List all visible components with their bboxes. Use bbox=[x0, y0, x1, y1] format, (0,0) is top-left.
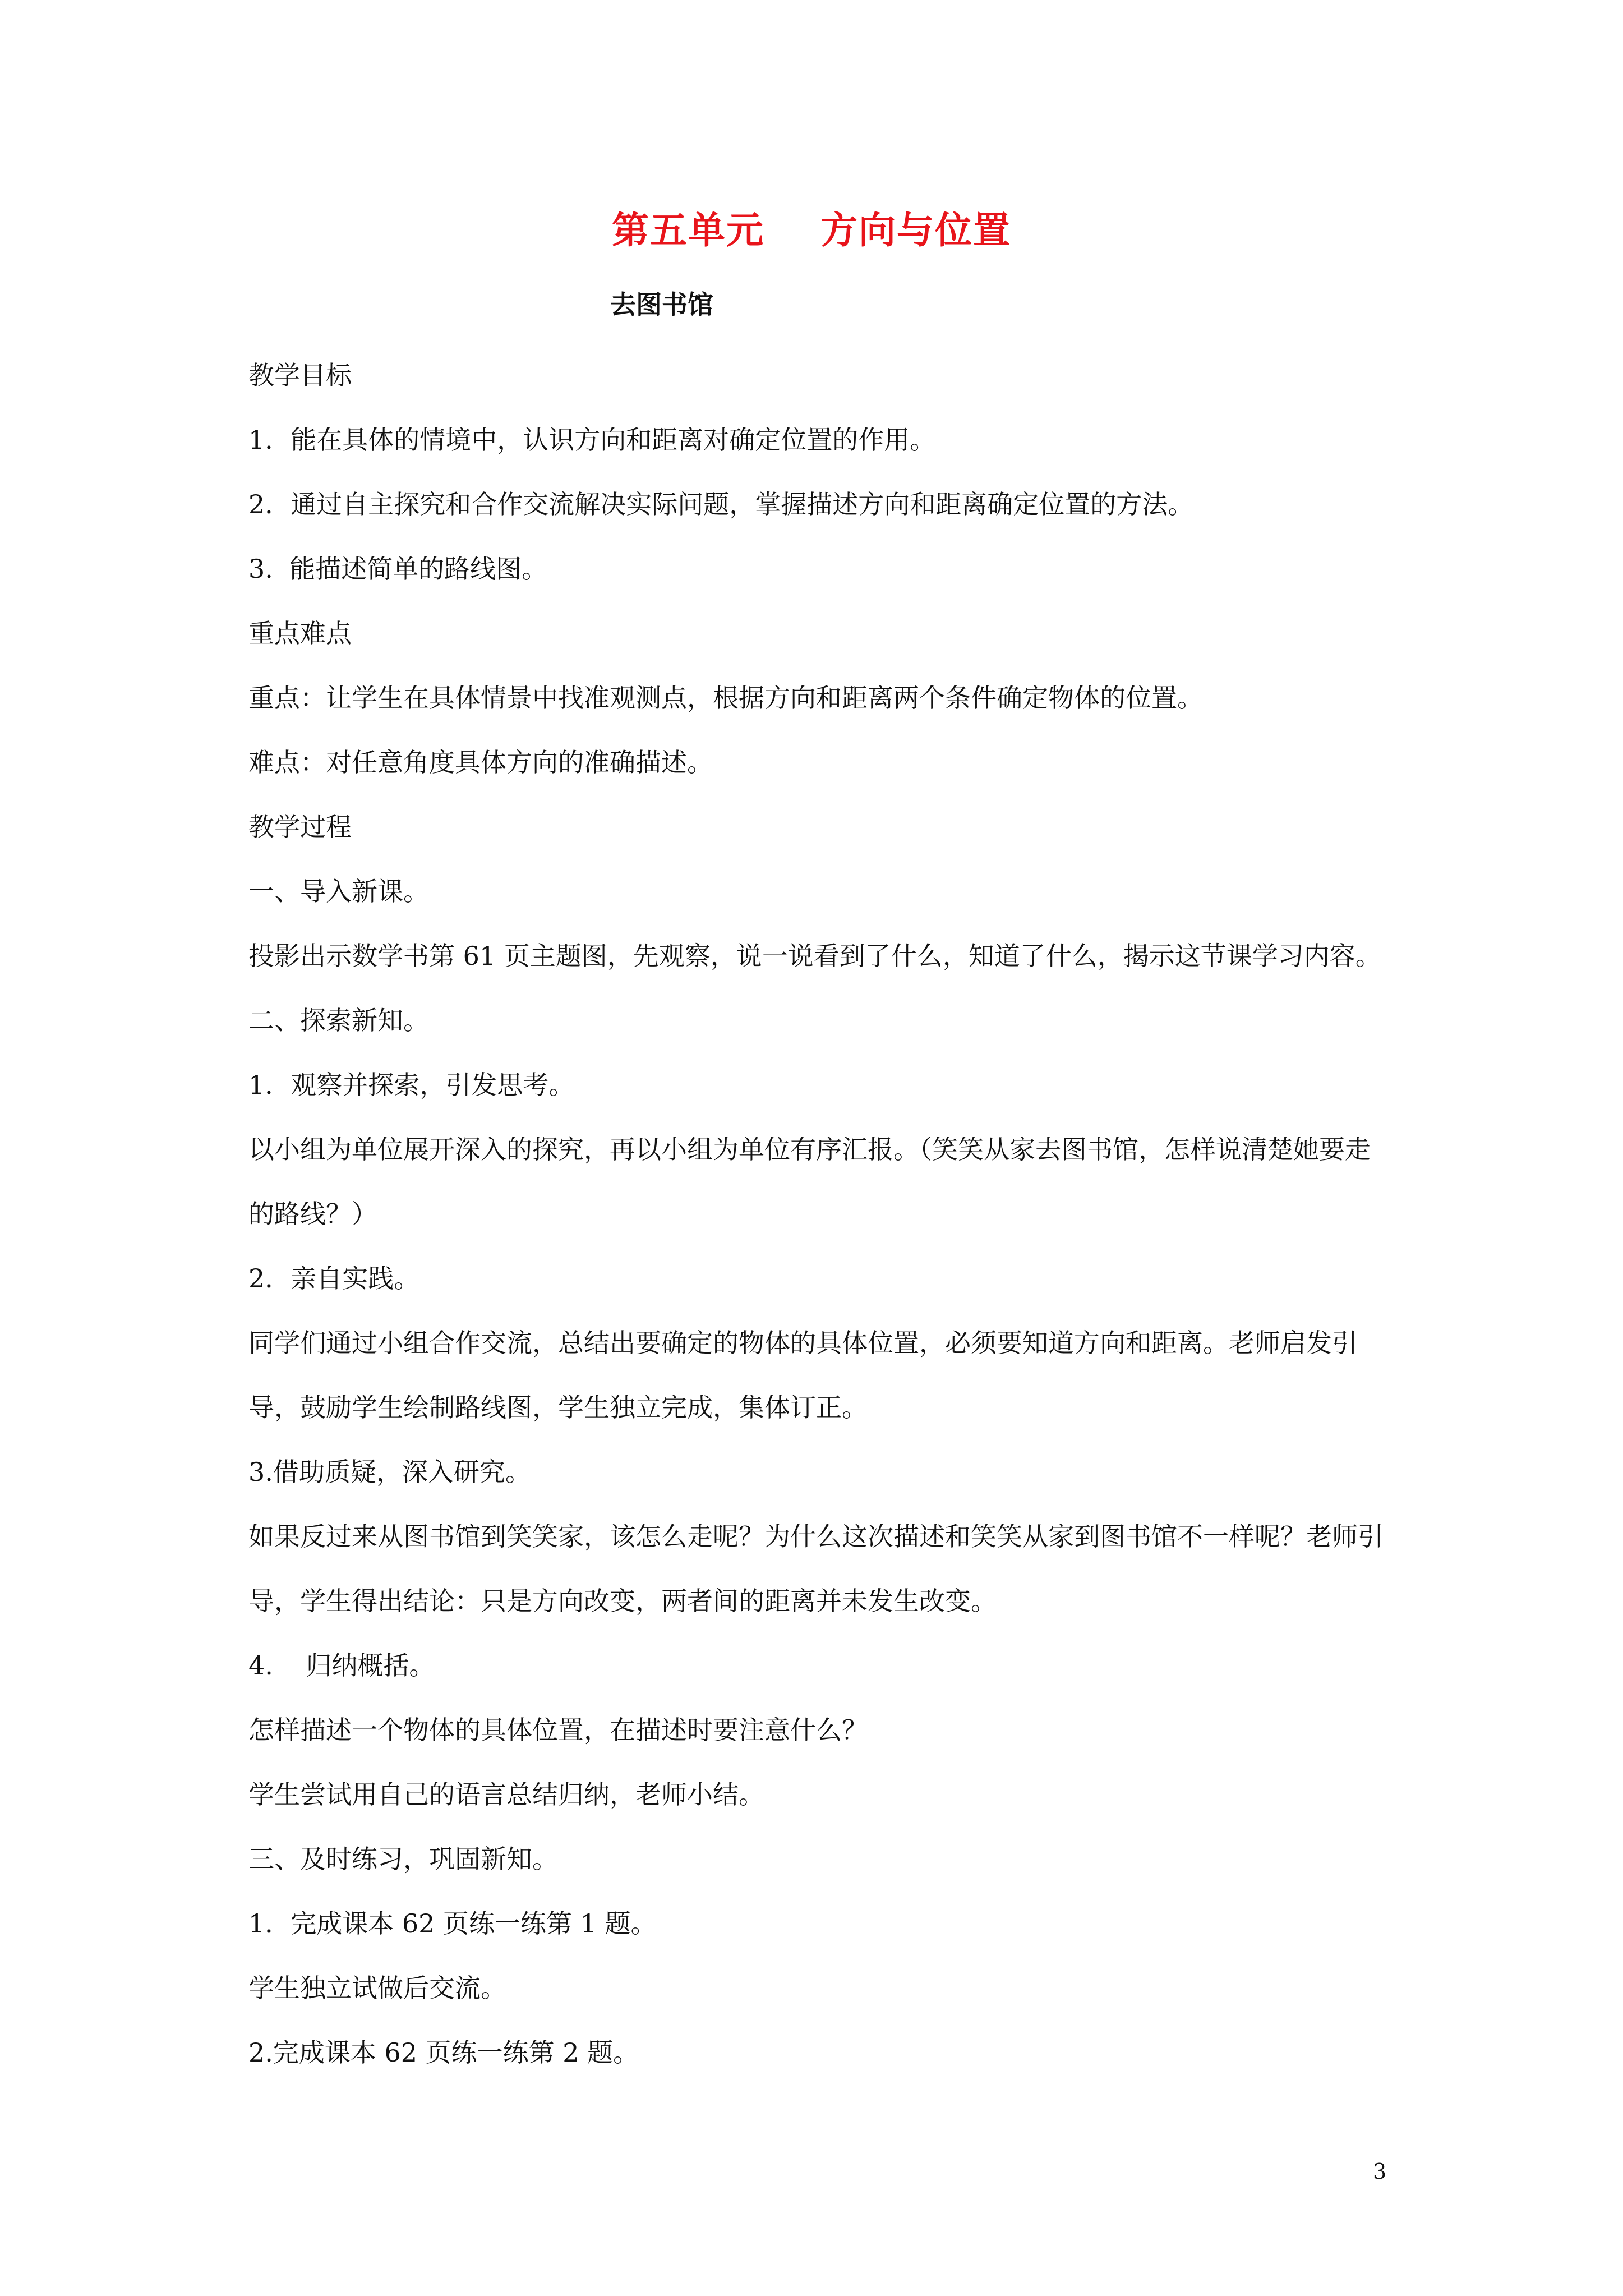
paragraph-explore-4b: 学生尝试用自己的语言总结归纳，老师小结。 bbox=[248, 1779, 764, 1810]
section-heading-goals: 教学目标 bbox=[248, 360, 352, 390]
practice-item-1: 1．完成课本 62 页练一练第 1 题。 bbox=[248, 1908, 657, 1939]
step-heading-practice: 三、及时练习，巩固新知。 bbox=[248, 1844, 558, 1874]
lesson-subtitle: 去图书馆 bbox=[610, 289, 713, 320]
step-heading-explore: 二、探索新知。 bbox=[248, 1005, 429, 1036]
paragraph-explore-3: 如果反过来从图书馆到笑笑家，该怎么走呢？为什么这次描述和笑笑从家到图书馆不一样呢？老师引导，学生得出结论：只是方向改变，两者间的距离并未发生改变。 bbox=[248, 1521, 1384, 1616]
page-number: 3 bbox=[1373, 2159, 1387, 2184]
step-heading-intro: 一、导入新课。 bbox=[248, 876, 429, 907]
explore-item-4: 4. 归纳概括。 bbox=[248, 1650, 435, 1681]
paragraph-practice-1: 学生独立试做后交流。 bbox=[248, 1973, 506, 2003]
paragraph-intro: 投影出示数学书第 61 页主题图，先观察，说一说看到了什么，知道了什么，揭示这节课学习内容。 bbox=[248, 941, 1381, 971]
paragraph-explore-2: 同学们通过小组合作交流，总结出要确定的物体的具体位置，必须要知道方向和距离。老师启发引导，鼓励学生绘制路线图，学生独立完成，集体订正。 bbox=[248, 1328, 1358, 1423]
goal-item-1: 1．能在具体的情境中，认识方向和距离对确定位置的作用。 bbox=[248, 425, 936, 455]
difficult-point: 难点：对任意角度具体方向的准确描述。 bbox=[248, 747, 713, 777]
explore-item-2: 2．亲自实践。 bbox=[248, 1263, 420, 1294]
practice-item-2: 2.完成课本 62 页练一练第 2 题。 bbox=[248, 2037, 639, 2068]
key-point: 重点：让学生在具体情景中找准观测点，根据方向和距离两个条件确定物体的位置。 bbox=[248, 683, 1203, 713]
paragraph-explore-4a: 怎样描述一个物体的具体位置，在描述时要注意什么？ bbox=[248, 1715, 868, 1745]
goal-item-2: 2．通过自主探究和合作交流解决实际问题，掌握描述方向和距离确定位置的方法。 bbox=[248, 489, 1194, 519]
goal-item-3: 3. 能描述简单的路线图。 bbox=[248, 554, 548, 584]
lesson-body bbox=[248, 343, 1393, 2085]
unit-title: 第五单元 方向与位置 bbox=[612, 208, 1011, 252]
explore-item-1: 1．观察并探索，引发思考。 bbox=[248, 1070, 575, 1100]
explore-item-3: 3.借助质疑，深入研究。 bbox=[248, 1457, 531, 1487]
section-heading-key-points: 重点难点 bbox=[248, 618, 352, 648]
section-heading-process: 教学过程 bbox=[248, 812, 352, 842]
paragraph-explore-1: 以小组为单位展开深入的探究，再以小组为单位有序汇报。（笑笑从家去图书馆，怎样说清楚她要走的路线？） bbox=[248, 1134, 1371, 1229]
